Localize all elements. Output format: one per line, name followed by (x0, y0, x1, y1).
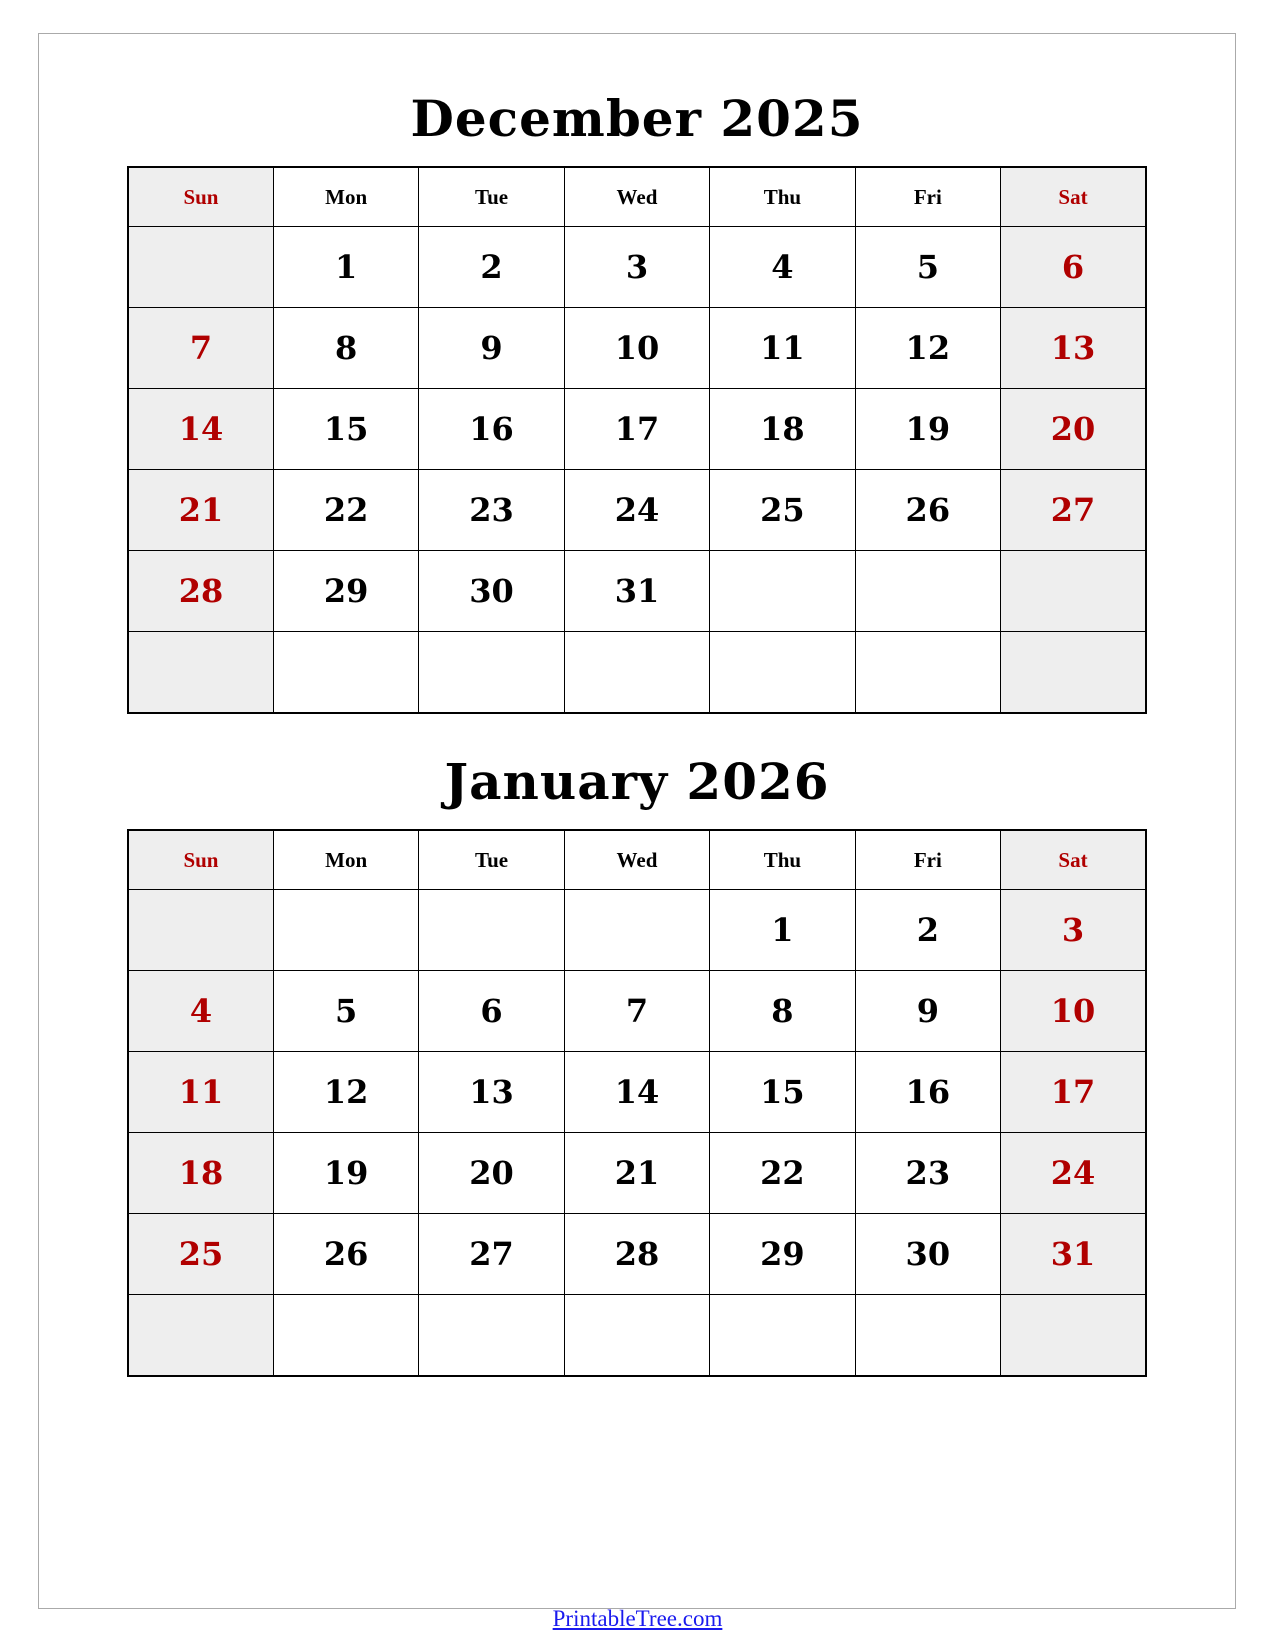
day-cell[interactable]: 5 (855, 227, 1000, 308)
day-cell[interactable]: 2 (419, 227, 564, 308)
day-cell-empty (128, 1295, 273, 1377)
calendar-week-row (128, 1133, 1146, 1214)
day-cell[interactable]: 30 (419, 551, 564, 632)
day-cell[interactable]: 11 (710, 308, 855, 389)
day-cell-empty (710, 632, 855, 714)
day-cell[interactable]: 23 (419, 470, 564, 551)
weekday-header-sat: Sat (1001, 167, 1146, 227)
day-cell[interactable]: 10 (1001, 971, 1146, 1052)
footer (0, 1606, 1275, 1632)
day-cell[interactable]: 23 (855, 1133, 1000, 1214)
day-cell[interactable]: 27 (1001, 470, 1146, 551)
day-cell[interactable] (128, 227, 273, 308)
calendar-week-row (128, 632, 1146, 714)
day-cell[interactable]: 13 (1001, 308, 1146, 389)
calendar-page (38, 33, 1236, 1609)
calendar-week-row (128, 890, 1146, 971)
weekday-header-sun: Sun (128, 830, 273, 890)
day-cell-empty (128, 632, 273, 714)
day-cell[interactable]: 29 (710, 1214, 855, 1295)
day-cell-empty (419, 1295, 564, 1377)
day-cell-empty (128, 890, 273, 971)
day-cell[interactable]: 25 (710, 470, 855, 551)
day-cell[interactable]: 1 (273, 227, 418, 308)
weekday-header-wed: Wed (564, 830, 709, 890)
weekday-header-mon: Mon (273, 167, 418, 227)
day-cell[interactable]: 5 (273, 971, 418, 1052)
day-cell-empty (564, 632, 709, 714)
day-cell[interactable]: 8 (273, 308, 418, 389)
day-cell-empty (710, 1295, 855, 1377)
calendar-table-january (127, 829, 1147, 1377)
day-cell-empty (855, 551, 1000, 632)
day-cell-empty (564, 1295, 709, 1377)
weekday-header-tue: Tue (419, 830, 564, 890)
day-cell[interactable]: 16 (419, 389, 564, 470)
day-cell[interactable]: 24 (564, 470, 709, 551)
calendar-week-row (128, 308, 1146, 389)
weekday-header-fri: Fri (855, 830, 1000, 890)
calendar-table-december (127, 166, 1147, 714)
day-cell-empty (564, 890, 709, 971)
day-cell-empty (419, 890, 564, 971)
day-cell-empty (419, 632, 564, 714)
calendar-week-row (128, 1214, 1146, 1295)
day-cell-empty (273, 632, 418, 714)
day-cell[interactable]: 12 (273, 1052, 418, 1133)
weekday-header-wed: Wed (564, 167, 709, 227)
day-cell[interactable]: 28 (128, 551, 273, 632)
printabletree-link[interactable]: PrintableTree.com (552, 1606, 723, 1631)
calendar-week-row (128, 1295, 1146, 1377)
day-cell[interactable]: 12 (855, 308, 1000, 389)
weekday-header-sun: Sun (128, 167, 273, 227)
day-cell[interactable]: 3 (564, 227, 709, 308)
day-cell[interactable]: 1 (710, 890, 855, 971)
weekday-header-tue: Tue (419, 167, 564, 227)
day-cell[interactable]: 4 (710, 227, 855, 308)
weekday-header-thu: Thu (710, 167, 855, 227)
day-cell[interactable]: 25 (128, 1214, 273, 1295)
weekday-header-sat: Sat (1001, 830, 1146, 890)
day-cell-empty (710, 551, 855, 632)
day-cell[interactable]: 22 (710, 1133, 855, 1214)
day-cell[interactable]: 21 (564, 1133, 709, 1214)
day-cell[interactable]: 9 (855, 971, 1000, 1052)
day-cell[interactable]: 27 (419, 1214, 564, 1295)
day-cell-empty (273, 1295, 418, 1377)
day-cell[interactable]: 26 (273, 1214, 418, 1295)
day-cell[interactable]: 15 (273, 389, 418, 470)
page-title-december: December 2025 (410, 89, 864, 148)
day-cell[interactable]: 28 (564, 1214, 709, 1295)
day-cell[interactable]: 6 (1001, 227, 1146, 308)
day-cell[interactable]: 31 (564, 551, 709, 632)
day-cell[interactable]: 7 (128, 308, 273, 389)
day-cell[interactable]: 13 (419, 1052, 564, 1133)
day-cell[interactable]: 18 (128, 1133, 273, 1214)
weekday-header-mon: Mon (273, 830, 418, 890)
calendar-week-row (128, 551, 1146, 632)
day-cell[interactable]: 6 (419, 971, 564, 1052)
day-cell[interactable]: 14 (564, 1052, 709, 1133)
calendar-week-row (128, 971, 1146, 1052)
day-cell[interactable]: 3 (1001, 890, 1146, 971)
weekday-header-fri: Fri (855, 167, 1000, 227)
month-block-january (127, 752, 1147, 1377)
day-cell[interactable]: 17 (1001, 1052, 1146, 1133)
calendar-week-row (128, 227, 1146, 308)
day-cell-empty (273, 890, 418, 971)
day-cell-empty (855, 1295, 1000, 1377)
day-cell[interactable]: 11 (128, 1052, 273, 1133)
day-cell[interactable]: 24 (1001, 1133, 1146, 1214)
day-cell[interactable]: 2 (855, 890, 1000, 971)
weekday-header-row (128, 167, 1146, 227)
day-cell[interactable]: 21 (128, 470, 273, 551)
calendar-week-row (128, 389, 1146, 470)
day-cell[interactable]: 4 (128, 971, 273, 1052)
day-cell[interactable]: 10 (564, 308, 709, 389)
month-block-december (127, 89, 1147, 714)
day-cell-empty (1001, 551, 1146, 632)
day-cell[interactable]: 26 (855, 470, 1000, 551)
page-title-january: January 2026 (444, 752, 830, 811)
weekday-header-thu: Thu (710, 830, 855, 890)
day-cell[interactable]: 8 (710, 971, 855, 1052)
day-cell-empty (855, 632, 1000, 714)
day-cell[interactable]: 31 (1001, 1214, 1146, 1295)
day-cell[interactable]: 18 (710, 389, 855, 470)
day-cell[interactable]: 19 (855, 389, 1000, 470)
day-cell[interactable]: 17 (564, 389, 709, 470)
day-cell[interactable]: 30 (855, 1214, 1000, 1295)
day-cell-empty (1001, 1295, 1146, 1377)
day-cell[interactable]: 16 (855, 1052, 1000, 1133)
day-cell[interactable]: 20 (419, 1133, 564, 1214)
calendar-week-row (128, 1052, 1146, 1133)
day-cell[interactable]: 22 (273, 470, 418, 551)
day-cell[interactable]: 9 (419, 308, 564, 389)
day-cell[interactable]: 15 (710, 1052, 855, 1133)
day-cell[interactable]: 19 (273, 1133, 418, 1214)
day-cell[interactable]: 29 (273, 551, 418, 632)
day-cell-empty (1001, 632, 1146, 714)
weekday-header-row (128, 830, 1146, 890)
calendar-week-row (128, 470, 1146, 551)
day-cell[interactable]: 7 (564, 971, 709, 1052)
day-cell[interactable]: 20 (1001, 389, 1146, 470)
day-cell[interactable]: 14 (128, 389, 273, 470)
